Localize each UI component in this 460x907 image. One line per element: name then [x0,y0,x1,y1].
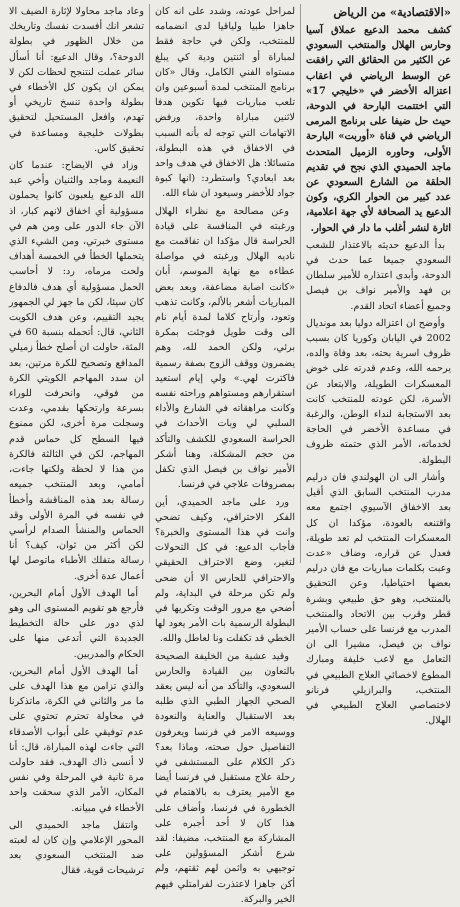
article-paragraph: لمراحل عودته، وشدد على انه كان جاهزا طبيا ولياقيا لدى انضمامه للمنتخب، ولكن في حاجة فقط لمباراة أو اثنتين ودية كي يبلغ مستواه الفني الكامل، وقال «كان برنامج المنتخب لمدة أسبوعين وان تلعب مباريات فيها تكوين هدفا لاثنين مباراة واحدة، ورفض الاتهامات التي توجه له بأنه السبب في الاخفاق في هذه البطولة، متسائلا: هل الاخفاق في هدف واحد بعد ابعادي؟ واستطرد: (انها كبوة جواد للأخضر وسيعود ان شاء الله. [155,6,295,200]
article-paragraph: وعن مصالحة مع نظراء الهلال ورغبته في المنافسة على قيادة الحراسة قال مؤكدا ان تفاقمت مع ناديه الهلال ورغبته في مواصلة عطاءه مع نهاية الموسم، أبان «كانت اصابة مضاعفة، وبعد بعض المباريات أشعر بالألم، وكانت تذهب وتعود، وأرتاح كلاما لمدة أيام نام الى وقت طويل فوجئت بمكرة برئي، ولكن الحمد لله، وهم يضمرون ووقف الزوج بصفة رسمية فاكترت لهي.» ولي إيام استعيد استقرارهم ومستواهم وراحته نفسه وكانت مراهقاته في الشارع والأداء السلبي لي وبات الأحداث في الحراسة السعودي للكشف والتأكد من حجم المشكلة، وهنا أشكر الأمير نواف بن فيصل الذي تكفل بمصروفات علاجي في فرنسا. [155,205,295,491]
article-paragraph: وانتقل ماجد الحميدي الى المحور الإعلامي وإن كان له لعبته ضد المنتخب السعودي بعد ترشيحات قوية، فقال [9,819,144,877]
article-paragraph: بدأ الدعيع حديثه بالاعتذار للشعب السعودي جميعا عما حدث في الدوحة، وأبدى اعتذاره للأمير سلطان بن فهد والأمير نواف بن فيصل وجميع أعضاء اتحاد القدم. [306,239,451,312]
article-paragraph: وأوضح ان اعتزاله دوليا بعد مونديال 2002 في اليابان وكوريا كان بسبب ظروف اسرية بحته، بعد وفاة والده، يرحمه الله، وعدم قدرته على خوض المعسكرات الطويلة، والابتعاد عن الأسرة، لكن عودته للمنتخب كانت بعد الاستجابة لنداء الوطن، والرغبة في مساعدة الأخضر في الحاجة لخدماته، الأمر الذي حتمته ظروف البطولة. [306,317,451,466]
article-paragraph: وزاد في الايضاح: عندما كان النعيمة وماجد والثنيان وأخي عبد الله الدعيع يلعبون كانوا يحملون مسؤولية أي اخفاق لانهم كبار، اذ الآن جاء الدور على ومن هم في مستوى خبرتي، ومن الشيء الذي يتحملها الخطأ في الخمسة أهداف ولحت مرماه، رد: لا أحاسب الحمل مسؤولية أي هدف فالدفاع كان سيئا، لكن ما جهز لي الجمهور يجيد التقييم، وعن هدف الكويت الثاني، قال: أتحمله بنسبة 60 في المئة، حاولت ان أصلح خطأ زميلي المدافع وتصحيح للكرة مرتين، بعد ان سدد المهاجم الكويتي الكرة من فوقي، وانحرفت للوراء بسرعة وارتحكها بقدمي، وعدت وسجلت مرة أخرى، لكن ممنوع فيها السطح كل حماس قدم المهاجم، لكن في الثالثة فالكرة من هذا لا لحظة ولكنها جاءت، أمامي، وبعد المنتخب جميعه رسالة بعد هذه المناقشة وأخطأ في نفسه في المرة الأولى وقد الحماس والمنشأ الصدام لرأسي لكن أكثر من ثوان، كيف؟ أنا رسالة متفلك الأطباء ماتوصل لها أعمال عدة أخرى. [9,160,145,582]
article-lead-paragraph: كشف محمد الدعيع عملاق آسيا وحارس الهلال والمنتخب السعودي عن الكثير من الحقائق التي رافقت عن الوسط الرياضي في اعقاب اعتزاله الأخضر في «خليجي 17» التي اختتمت البارحة في الدوحة، حيث حل ضيفا على برنامج المرمى الرياضي في قناة «أوربت» البارحة الأولى، وحاوره الزميل المتحدث ماجد الحميدي الذي نجح في تقديم الحلقة من الشارع السعودي عن عدد كبير من الحوار الكري، وكون الدعيع يد الصحافة لأي جهة اعلامية، اثارة لنشر أغلب ما دار في الحوار. [306,25,451,234]
article-paragraph: وأشار الى ان الهولندي فان درليم مدرب المنتخب السابق الذي أقيل بعد الاخفاق الآسيوي اجتمع معه واقتنعه بالعودة، مؤكدا ان كل المعسكرات المنتخب لم تعد طويلة، فعدل عن قراره، وضاف «عدت وعبت بكلمات مباريات مع فان درليم بعضها احتياطيا، وعن التحقيق بالمنتخب، وهو حق طبيعي وبشرة قطر وقرب بين الاتحاد والمنتخب المدرب مع فرنسا على حساب الأمير نواف بن فيصل، مشيرا الى ان التعامل مع لاعب خليفة ومبارك المطوع لاخصائي العلاج الطبيعي في المنتخب، والبرازيلي فرنانو لاختصاصي العلاج الطبيعي في الهلال. [306,471,451,727]
article-paragraph: ورد على ماجد الحميدي، أين الفكر الاحترافي، وكيف تضحي وانت في هذا المستوى والخبرة؟ فأجاب الدعيع: في كل التحولات لتغير، وضع الاحتراف الحقيقي والاحترافي للحارس الا أن ضحى ولم تكن مرحلة في البداية، ولم أضحي مع مرور الوقت وتكريها في البطولة الرسمية بات الأمر يعود لها الخطي قد تكفلت ونا لعاطل والله. [155,496,295,645]
article-column-right [301,4,456,727]
article-column-middle [150,4,301,905]
article-paragraph: أما الهدف الأول أمام البحرين، والذي تزامن مع هذا الهدف على ما مر والثاني في الكرة، ماتذكرنا في محاولة تحترم تحتوي على عدم توفيقي على أبواب الأصدقاء التي جاءت لهذه المباراة، قال: أنا لا أنسى ذاك الهدف، فقد حاولت مرة ثانية في المرحلة وفي نفس المكان، الأمر الذي سحقت واحد الأخطاء في مبيانه. [9,665,144,814]
article-paragraph: وقيد عشية من الخليفة الصحيحة بالتعاون بين القيادة والحارس السعودي، والتأكد من أنه ليس يعقد الصحي الجهاز الطبي الذي طلبه بعد الاستقبال والعناية والنعودة ووسيعه الامر في فرنسا ويعرفون التفاصيل حول صحته، وماذا بعد؟ ذكر الكلام على المستشفى في رحلة علاج مستقبل في فرنسا أيضا مع الأمير يعترف به بالاهتمام في الخطورة في فرنسا، وأضاف على هذا كان لا أحد أجبره على المشاركة مع المنتخب، مضيفا: لقد شرع أشكر المسؤولين على توجيهي به واثمن لهم ثقتهم، ولم أكن جاهزا لاعتذرت لفرامتلي فيهم الخير والبركة. [155,650,295,905]
article-headline: «الاقتصادية» من الرياض [333,5,451,19]
article-paragraph: وعاد ماجد محاولا لإثارة الضيف الا تشعر انك أفسدت نفسك وتاريخك من خلال الظهور في بطولة الدوحة؟، وقال الدعيع: أنا أسأل سائر عملت لنتنجح لحظات لكن لا يمكن ان يكون كل الأخطاء في بطولة واحدة تنسخ تاريخي أو تهدم، وافعل المستحيل لتحقيق بطولات خليجية ومساعدة في تحقيق كاس. [9,6,144,154]
article-paragraph: أما الهدف الأول أمام البحرين، فأرجع هو تقويم المستوى الى وهو لذي دور على حالة التخطيط الجديدة التي أتدعى منها على الحكام والمدربين. [9,587,144,660]
article-column-left [4,4,150,877]
